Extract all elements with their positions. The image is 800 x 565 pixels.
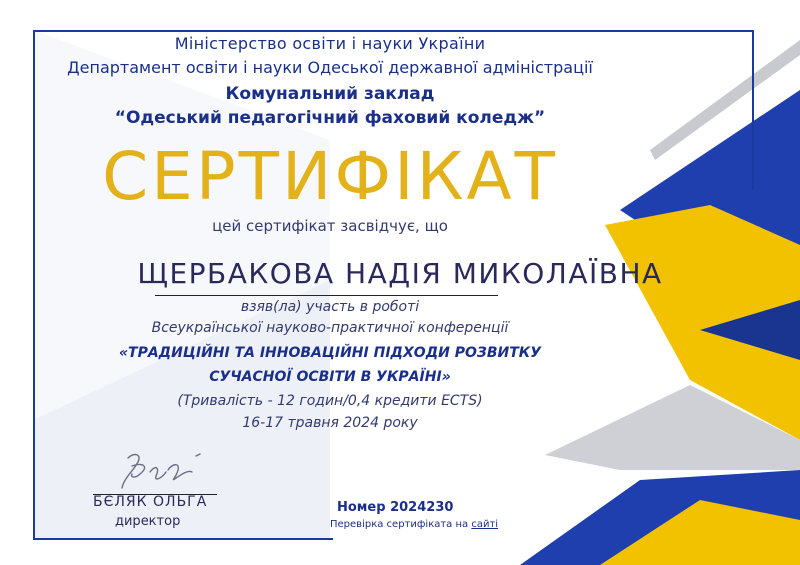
conference-title-line1: «ТРАДИЦІЙНІ ТА ІННОВАЦІЙНІ ПІДХОДИ РОЗВИТКУ xyxy=(118,345,542,361)
duration-text: (Тривалість - 12 годин/0,4 кредити ECTS) xyxy=(177,393,483,409)
certificate-title: СЕРТИФІКАТ xyxy=(102,138,558,215)
director-title: директор xyxy=(115,514,181,529)
verification-text xyxy=(330,519,498,530)
certificate-number: Номер 2024230 xyxy=(337,500,454,515)
director-name: БЄЛЯК ОЛЬГА xyxy=(93,494,208,510)
institution-type: Комунальний заклад xyxy=(225,84,435,104)
certifies-text: цей сертифікат засвідчує, що xyxy=(212,217,448,235)
verification-link[interactable]: сайті xyxy=(471,519,499,530)
certificate-frame-right xyxy=(752,30,754,190)
institution-name: “Одеський педагогічний фаховий коледж” xyxy=(114,108,546,128)
director-signature xyxy=(110,448,220,498)
participation-text: взяв(ла) участь в роботі xyxy=(240,299,420,315)
department-line: Департамент освіти і науки Одеської державної адміністрації xyxy=(67,58,593,77)
certificate-frame-bottom xyxy=(33,538,333,540)
conference-title-line2: СУЧАСНОЇ ОСВІТИ В УКРАЇНІ» xyxy=(209,369,451,385)
ministry-line: Міністерство освіти і науки України xyxy=(174,34,486,53)
recipient-name: ЩЕРБАКОВА НАДІЯ МИКОЛАЇВНА xyxy=(137,257,663,290)
conference-dates: 16-17 травня 2024 року xyxy=(242,415,418,431)
verification-label: Перевірка сертифіката на xyxy=(330,519,472,530)
conference-type: Всеукраїнської науково-практичної конференції xyxy=(151,320,509,336)
recipient-underline xyxy=(155,295,498,296)
